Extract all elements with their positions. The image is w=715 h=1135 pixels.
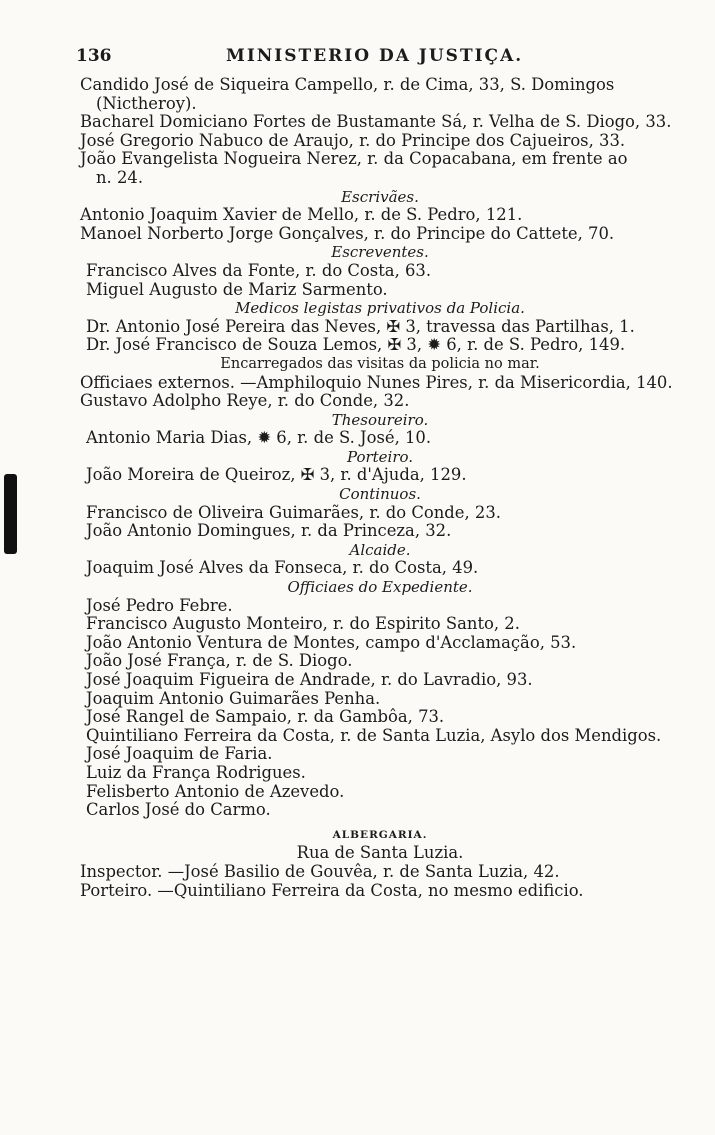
entry-line: Officiaes externos. —Amphiloquio Nunes Pires, r. da Misericordia, 140. — [80, 372, 673, 392]
entry-line: João Moreira de Queiroz, ✠ 3, r. d'Ajuda, 129. — [86, 465, 467, 485]
entry-line: José Gregorio Nabuco de Araujo, r. do Principe dos Cajueiros, 33. — [80, 130, 626, 150]
section-heading: ALBERGARIA. — [332, 828, 428, 841]
entry-line: Miguel Augusto de Mariz Sarmento. — [86, 279, 388, 299]
section-heading: Continuos. — [339, 485, 421, 504]
page-edge-mark — [4, 474, 17, 554]
entry-line: Porteiro. —Quintiliano Ferreira da Costa, no mesmo edificio. — [80, 880, 584, 900]
section-heading: Medicos legistas privativos da Policia. — [235, 299, 525, 318]
entry-line: Luiz da França Rodrigues. — [86, 762, 306, 782]
section-heading: Encarregados das visitas da policia no mar. — [220, 355, 540, 372]
entry-line: Candido José de Siqueira Campello, r. de Cima, 33, S. Domingos — [80, 75, 615, 94]
entry-line: Dr. José Francisco de Souza Lemos, ✠ 3, ✹ 6, r. de S. Pedro, 149. — [86, 335, 626, 355]
entry-line: Antonio Joaquim Xavier de Mello, r. de S. Pedro, 121. — [80, 205, 523, 225]
running-title: MINISTERIO DA JUSTIÇA. — [226, 46, 524, 66]
entry-line: Joaquim José Alves da Fonseca, r. do Costa, 49. — [86, 558, 479, 578]
entry-line: José Joaquim Figueira de Andrade, r. do Lavradio, 93. — [86, 670, 533, 689]
section-heading: Alcaide. — [349, 540, 411, 559]
entry-line: Francisco Alves da Fonte, r. do Costa, 63. — [86, 260, 432, 280]
page-number: 136 — [76, 46, 112, 66]
entry-line: Gustavo Adolpho Reye, r. do Conde, 32. — [80, 391, 410, 411]
entry-line: Dr. Antonio José Pereira das Neves, ✠ 3, travessa das Partilhas, 1. — [86, 316, 635, 336]
section-heading: Escreventes. — [331, 243, 429, 262]
section-heading: Officiaes do Expediente. — [287, 578, 473, 597]
document-body — [80, 76, 680, 900]
section-heading: Escrivães. — [341, 187, 419, 206]
entry-line: Quintiliano Ferreira da Costa, r. de Santa Luzia, Asylo dos Mendigos. — [86, 725, 662, 745]
entry-line: João Antonio Ventura de Montes, campo d'Acclamação, 53. — [86, 632, 577, 652]
section-heading: Porteiro. — [346, 447, 414, 466]
entry-line: Joaquim Antonio Guimarães Penha. — [86, 688, 381, 708]
entry-line: João José França, r. de S. Diogo. — [86, 651, 353, 671]
entry-line: Francisco de Oliveira Guimarães, r. do Conde, 23. — [86, 502, 501, 522]
entry-line: Felisberto Antonio de Azevedo. — [86, 781, 345, 801]
entry-line: José Rangel de Sampaio, r. da Gambôa, 73. — [86, 707, 445, 727]
entry-line: Francisco Augusto Monteiro, r. do Espirito Santo, 2. — [86, 614, 520, 634]
entry-line: José Pedro Febre. — [86, 595, 233, 615]
entry-line: (Nictheroy). — [96, 93, 197, 113]
subheading: Rua de Santa Luzia. — [296, 843, 464, 863]
entry-line: João Evangelista Nogueira Nerez, r. da Copacabana, em frente ao — [80, 149, 628, 169]
entry-line: Inspector. —José Basilio de Gouvêa, r. de Santa Luzia, 42. — [80, 861, 560, 881]
entry-line: Manoel Norberto Jorge Gonçalves, r. do Principe do Cattete, 70. — [80, 223, 615, 243]
entry-line: Antonio Maria Dias, ✹ 6, r. de S. José, 10. — [86, 428, 432, 448]
entry-line: Bacharel Domiciano Fortes de Bustamante Sá, r. Velha de S. Diogo, 33. — [80, 112, 672, 132]
page-header — [76, 46, 680, 68]
entry-line: Carlos José do Carmo. — [86, 800, 271, 820]
entry-line: João Antonio Domingues, r. da Princeza, 32. — [86, 521, 452, 541]
entry-line: José Joaquim de Faria. — [86, 744, 273, 764]
section-heading: Thesoureiro. — [331, 410, 429, 429]
entry-line: n. 24. — [96, 167, 144, 187]
